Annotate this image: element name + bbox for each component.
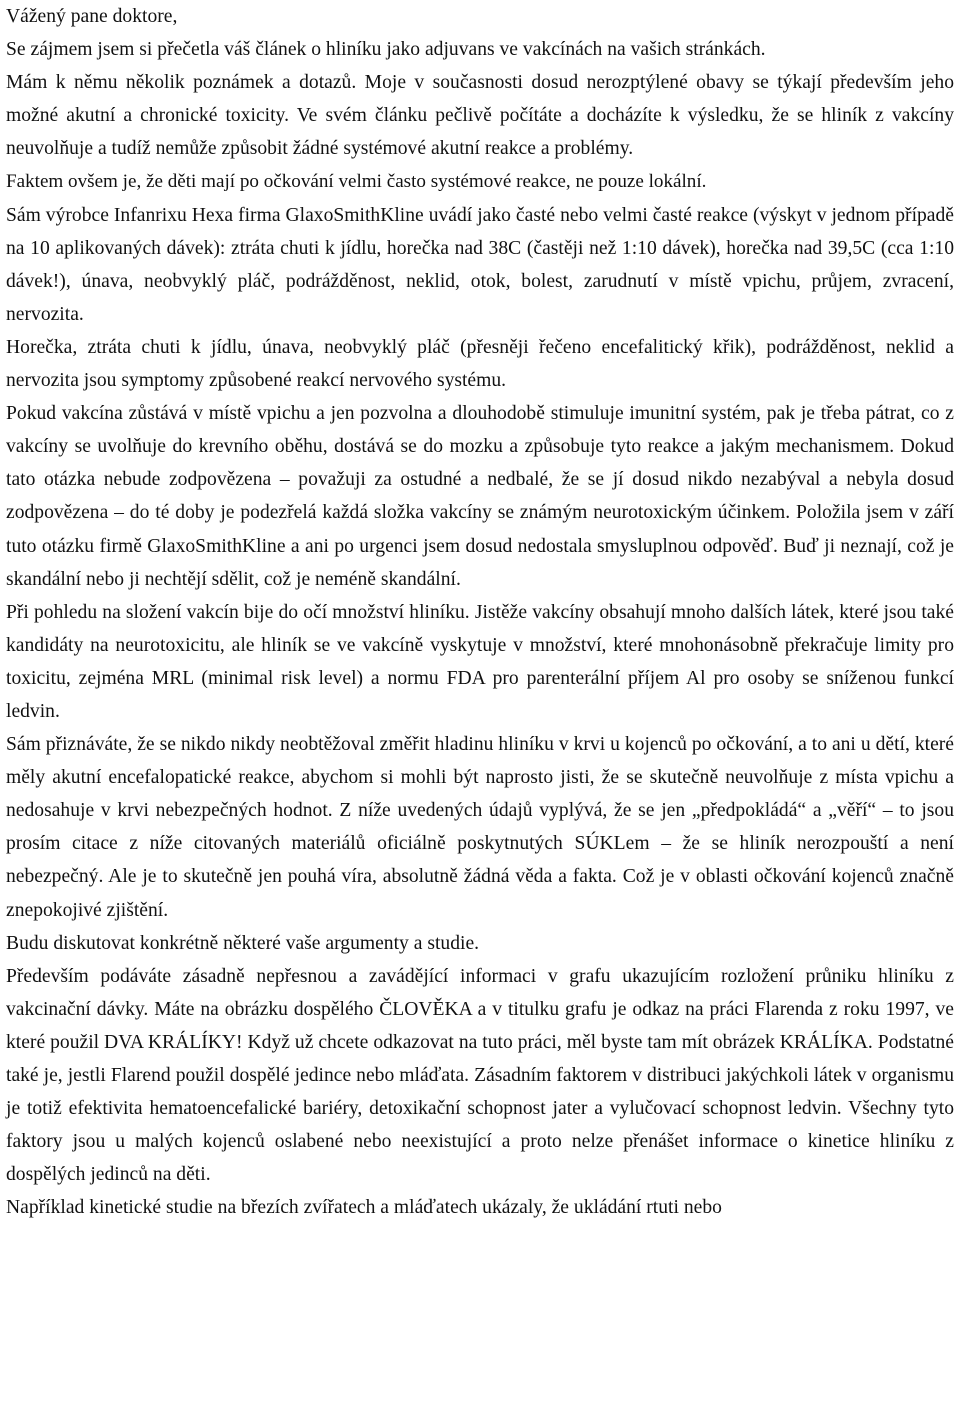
letter-body <box>6 0 954 1224</box>
paragraph-concerns: Mám k němu několik poznámek a dotazů. Moje v současnosti dosud nerozptýlené obavy se týkají především jeho možné akutní a chronické toxicity. Ve svém článku pečlivě počítáte a docházíte k výsledku, že se hliník z vakcíny neuvolňuje a tudíž nemůže způsobit žádné systémové akutní reakce a problémy. <box>6 72 954 160</box>
paragraph-symptoms: Horečka, ztráta chuti k jídlu, únava, neobvyklý pláč (přesněji řečeno encefalitický křik), podrážděnost, neklid a nervozita jsou symptomy způsobené reakcí nervového systému. <box>6 336 954 392</box>
paragraph-intro: Se zájmem jsem si přečetla váš článek o hliníku jako adjuvans ve vakcínách na vašich stránkách. <box>6 39 766 61</box>
paragraph-measurement: Sám přiznáváte, že se nikdo nikdy neobtěžoval změřit hladinu hliníku v krvi u kojenců po očkování, a to ani u dětí, které měly akutní encefalopatické reakce, abychom si mohli být naprosto jisti, že se skutečně neuvolňuje z místa vpichu a nedosahuje v krvi nebezpečných hodnot. Z níže uvedených údajů vyplývá, že se jen „předpokládá“ a „věří“ – to jsou prosím citace z níže citovaných materiálů oficiálně poskytnutých SÚKLem – že se hliník nerozpouští a není nebezpečný. Ale je to skutečně jen pouhá víra, absolutně žádná věda a fakta. Což je v oblasti očkování kojenců značně znepokojivé zjištění. <box>6 734 954 921</box>
paragraph-mechanism: Pokud vakcína zůstává v místě vpichu a jen pozvolna a dlouhodobě stimuluje imunitní systém, pak je třeba pátrat, co z vakcíny se uvolňuje do krevního oběhu, dostává se do mozku a způsobuje tyto reakce a jakým mechanismem. Dokud tato otázka nebude zodpovězena – považuji za ostudné a nedbalé, že se jí dosud nikdo nezabýval a nebyla dosud zodpovězena – do té doby je podezřelá každá složka vakcíny se známým neurotoxickým účinkem. Položila jsem v září tuto otázku firmě GlaxoSmithKline a ani po urgenci jsem dosud nedostala smysluplnou odpověď. Buď ji neznají, což je skandální nebo ji nechtějí sdělit, což je neméně skandální. <box>6 403 954 590</box>
paragraph-graph-critique: Především podáváte zásadně nepřesnou a zavádějící informaci v grafu ukazujícím rozložení průniku hliníku z vakcinační dávky. Máte na obrázku dospělého ČLOVĚKA a v titulku grafu je odkaz na práci Flarenda z roku 1997, ve které použil DVA KRÁLÍKY! Když už chcete odkazovat na tuto práci, měl byste tam mít obrázek KRÁLÍKA. Podstatné také je, jestli Flarend použil dospělé jedince nebo mláďata. Zásadním faktorem v distribuci jakýchkoli látek v organismu je totiž efektivita hematoencefalické bariéry, detoxikační schopnost jater a vylučovací schopnost ledvin. Všechny tyto faktory jsou u malých kojenců oslabené nebo neexistující a proto nelze přenášet informace o kinetice hliníku z dospělých jedinců na děti. <box>6 965 954 1186</box>
paragraph-fact: Faktem ovšem je, že děti mají po očkování velmi často systémové reakce, ne pouze lokální. <box>6 171 707 193</box>
greeting: Vážený pane doktore, <box>6 6 178 27</box>
paragraph-kinetics: Například kinetické studie na březích zvířatech a mláďatech ukázaly, že ukládání rtuti nebo <box>6 1197 722 1219</box>
paragraph-discussion: Budu diskutovat konkrétně některé vaše argumenty a studie. <box>6 932 480 954</box>
paragraph-manufacturer: Sám výrobce Infanrixu Hexa firma GlaxoSmithKline uvádí jako časté nebo velmi časté reakce (výskyt v jednom případě na 10 aplikovaných dávek): ztráta chuti k jídlu, horečka nad 38C (častěji než 1:10 dávek), horečka nad 39,5C (cca 1:10 dávek!), únava, neobvyklý pláč, podrážděnost, neklid, otok, bolest, zarudnutí v místě vpichu, průjem, zvracení, nervozita. <box>6 204 954 325</box>
paragraph-composition: Při pohledu na složení vakcín bije do očí množství hliníku. Jistěže vakcíny obsahují mnoho dalších látek, které jsou také kandidáty na neurotoxicitu, ale hliník se ve vakcíně vyskytuje v množství, které mnohonásobně překračuje limity pro toxicitu, zejména MRL (minimal risk level) a normu FDA pro parenterální příjem Al pro osoby se sníženou funkcí ledvin. <box>6 601 954 722</box>
